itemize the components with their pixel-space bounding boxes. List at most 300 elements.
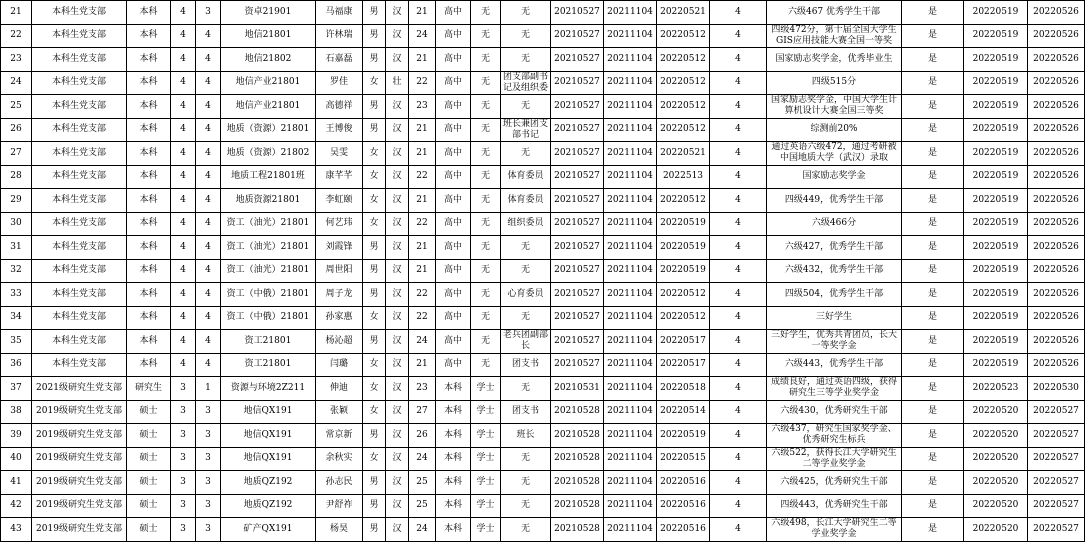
cell-date-review: 20220520 xyxy=(964,447,1028,471)
cell-branch: 本科生党支部 xyxy=(32,1,127,25)
cell-date-approve: 20220526 xyxy=(1028,212,1085,236)
cell-col-years: 4 xyxy=(171,71,196,95)
cell-col-years: 4 xyxy=(171,24,196,48)
cell-position: 无 xyxy=(501,306,551,330)
cell-degree: 本科 xyxy=(127,212,171,236)
cell-remarks: 六级467 优秀学生干部 xyxy=(767,1,902,25)
cell-date-candidate: 20220514 xyxy=(657,400,710,424)
cell-col-years: 4 xyxy=(171,306,196,330)
cell-degree-title: 学士 xyxy=(471,518,501,542)
cell-age: 21 xyxy=(409,142,436,166)
cell-col-years: 3 xyxy=(171,494,196,518)
cell-ethnicity: 汉 xyxy=(386,1,409,25)
cell-date-activist: 20211104 xyxy=(604,353,657,377)
cell-row-index: 43 xyxy=(1,518,32,542)
cell-position: 无 xyxy=(501,48,551,72)
cell-col-years: 4 xyxy=(171,212,196,236)
cell-student-name: 吴雯 xyxy=(316,142,363,166)
cell-gender: 男 xyxy=(363,518,386,542)
cell-degree: 本科 xyxy=(127,1,171,25)
cell-date-candidate: 20220519 xyxy=(657,259,710,283)
cell-degree: 本科 xyxy=(127,71,171,95)
cell-date-candidate: 20220519 xyxy=(657,236,710,260)
cell-gender: 女 xyxy=(363,400,386,424)
cell-date-review: 20220519 xyxy=(964,95,1028,119)
cell-col-years: 3 xyxy=(171,400,196,424)
cell-degree-title: 无 xyxy=(471,165,501,189)
cell-row-index: 24 xyxy=(1,71,32,95)
cell-class-name: 地信QX191 xyxy=(221,400,316,424)
cell-row-index: 36 xyxy=(1,353,32,377)
cell-gender: 女 xyxy=(363,212,386,236)
cell-education: 本科 xyxy=(436,377,471,401)
cell-col-count: 4 xyxy=(710,48,767,72)
cell-degree-title: 无 xyxy=(471,1,501,25)
cell-date-approve: 20220526 xyxy=(1028,353,1085,377)
cell-date-approve: 20220526 xyxy=(1028,24,1085,48)
cell-row-index: 37 xyxy=(1,377,32,401)
cell-gender: 男 xyxy=(363,236,386,260)
cell-status: 是 xyxy=(902,330,964,354)
cell-branch: 2019级研究生党支部 xyxy=(32,400,127,424)
cell-remarks: 六级498，长江大学研究生二等学业奖学金 xyxy=(767,518,902,542)
cell-ethnicity: 汉 xyxy=(386,400,409,424)
cell-date-activist: 20211104 xyxy=(604,71,657,95)
cell-col-level: 3 xyxy=(196,400,221,424)
cell-row-index: 31 xyxy=(1,236,32,260)
cell-date-approve: 20220527 xyxy=(1028,447,1085,471)
cell-class-name: 地信QX191 xyxy=(221,424,316,448)
cell-student-name: 孙志民 xyxy=(316,471,363,495)
cell-position: 无 xyxy=(501,236,551,260)
cell-degree-title: 无 xyxy=(471,142,501,166)
cell-branch: 本科生党支部 xyxy=(32,118,127,142)
cell-ethnicity: 汉 xyxy=(386,330,409,354)
cell-branch: 2019级研究生党支部 xyxy=(32,518,127,542)
cell-col-years: 3 xyxy=(171,518,196,542)
cell-position: 无 xyxy=(501,95,551,119)
cell-date-approve: 20220526 xyxy=(1028,236,1085,260)
cell-remarks: 六级430，优秀研究生干部 xyxy=(767,400,902,424)
cell-degree: 本科 xyxy=(127,48,171,72)
cell-branch: 本科生党支部 xyxy=(32,24,127,48)
cell-age: 24 xyxy=(409,24,436,48)
cell-age: 21 xyxy=(409,259,436,283)
cell-student-name: 王博俊 xyxy=(316,118,363,142)
cell-col-level: 4 xyxy=(196,189,221,213)
cell-position: 组织委员 xyxy=(501,212,551,236)
cell-row-index: 28 xyxy=(1,165,32,189)
cell-date-applied: 20210528 xyxy=(551,424,604,448)
cell-col-level: 4 xyxy=(196,118,221,142)
cell-degree: 本科 xyxy=(127,330,171,354)
cell-remarks: 三好学生 xyxy=(767,306,902,330)
cell-col-count: 4 xyxy=(710,212,767,236)
cell-col-level: 1 xyxy=(196,377,221,401)
cell-education: 高中 xyxy=(436,165,471,189)
cell-col-count: 4 xyxy=(710,518,767,542)
cell-class-name: 地信21801 xyxy=(221,24,316,48)
cell-education: 本科 xyxy=(436,494,471,518)
cell-date-applied: 20210528 xyxy=(551,471,604,495)
cell-student-name: 孙家惠 xyxy=(316,306,363,330)
cell-student-name: 罗佳 xyxy=(316,71,363,95)
table-body xyxy=(1,1,1085,542)
cell-remarks: 成绩良好，通过英语四级，获得研究生三等学业奖学金 xyxy=(767,377,902,401)
cell-date-candidate: 20220512 xyxy=(657,24,710,48)
cell-education: 高中 xyxy=(436,1,471,25)
cell-degree-title: 学士 xyxy=(471,494,501,518)
cell-class-name: 资工（油光）21801 xyxy=(221,236,316,260)
cell-gender: 男 xyxy=(363,471,386,495)
cell-degree-title: 学士 xyxy=(471,424,501,448)
cell-row-index: 25 xyxy=(1,95,32,119)
cell-age: 26 xyxy=(409,424,436,448)
cell-branch: 2019级研究生党支部 xyxy=(32,447,127,471)
cell-status: 是 xyxy=(902,189,964,213)
cell-position: 团支书 xyxy=(501,353,551,377)
cell-branch: 本科生党支部 xyxy=(32,95,127,119)
cell-status: 是 xyxy=(902,424,964,448)
cell-date-approve: 20220527 xyxy=(1028,518,1085,542)
cell-ethnicity: 汉 xyxy=(386,212,409,236)
cell-degree-title: 无 xyxy=(471,236,501,260)
cell-branch: 本科生党支部 xyxy=(32,165,127,189)
cell-date-activist: 20211104 xyxy=(604,236,657,260)
cell-degree: 本科 xyxy=(127,353,171,377)
cell-status: 是 xyxy=(902,71,964,95)
table-row xyxy=(1,1,1085,25)
cell-date-approve: 20220526 xyxy=(1028,1,1085,25)
cell-date-candidate: 20220512 xyxy=(657,95,710,119)
cell-gender: 男 xyxy=(363,95,386,119)
cell-age: 27 xyxy=(409,400,436,424)
cell-remarks: 六级425，优秀研究生干部 xyxy=(767,471,902,495)
cell-remarks: 综测前20% xyxy=(767,118,902,142)
cell-date-candidate: 20220519 xyxy=(657,424,710,448)
table-row xyxy=(1,48,1085,72)
cell-row-index: 41 xyxy=(1,471,32,495)
cell-class-name: 地信QX191 xyxy=(221,447,316,471)
cell-ethnicity: 汉 xyxy=(386,283,409,307)
cell-status: 是 xyxy=(902,212,964,236)
cell-branch: 本科生党支部 xyxy=(32,212,127,236)
cell-col-count: 4 xyxy=(710,95,767,119)
cell-date-approve: 20220526 xyxy=(1028,283,1085,307)
cell-gender: 女 xyxy=(363,447,386,471)
cell-ethnicity: 汉 xyxy=(386,95,409,119)
cell-student-name: 杨沁超 xyxy=(316,330,363,354)
cell-status: 是 xyxy=(902,48,964,72)
cell-degree: 本科 xyxy=(127,118,171,142)
cell-col-count: 4 xyxy=(710,447,767,471)
cell-education: 高中 xyxy=(436,259,471,283)
cell-col-years: 3 xyxy=(171,471,196,495)
cell-date-applied: 20210527 xyxy=(551,306,604,330)
cell-date-review: 20220523 xyxy=(964,377,1028,401)
cell-student-name: 周子龙 xyxy=(316,283,363,307)
cell-col-level: 3 xyxy=(196,424,221,448)
cell-degree-title: 无 xyxy=(471,24,501,48)
cell-ethnicity: 壮 xyxy=(386,71,409,95)
cell-col-level: 4 xyxy=(196,306,221,330)
cell-gender: 女 xyxy=(363,142,386,166)
cell-degree: 本科 xyxy=(127,306,171,330)
cell-date-approve: 20220526 xyxy=(1028,48,1085,72)
cell-col-years: 3 xyxy=(171,377,196,401)
cell-status: 是 xyxy=(902,494,964,518)
cell-date-candidate: 2022513 xyxy=(657,165,710,189)
cell-branch: 本科生党支部 xyxy=(32,353,127,377)
cell-date-activist: 20211104 xyxy=(604,424,657,448)
cell-position: 体育委员 xyxy=(501,189,551,213)
cell-ethnicity: 汉 xyxy=(386,306,409,330)
cell-col-level: 4 xyxy=(196,259,221,283)
cell-degree-title: 无 xyxy=(471,330,501,354)
cell-class-name: 资源与环境2Z211 xyxy=(221,377,316,401)
cell-date-applied: 20210527 xyxy=(551,142,604,166)
cell-remarks: 四级515分 xyxy=(767,71,902,95)
cell-col-years: 4 xyxy=(171,165,196,189)
cell-education: 本科 xyxy=(436,447,471,471)
cell-col-level: 3 xyxy=(196,518,221,542)
cell-date-applied: 20210527 xyxy=(551,24,604,48)
cell-col-years: 4 xyxy=(171,48,196,72)
cell-col-years: 4 xyxy=(171,236,196,260)
cell-col-years: 4 xyxy=(171,283,196,307)
cell-degree-title: 无 xyxy=(471,95,501,119)
cell-date-applied: 20210527 xyxy=(551,259,604,283)
table-row xyxy=(1,447,1085,471)
cell-gender: 男 xyxy=(363,330,386,354)
cell-degree: 硕士 xyxy=(127,424,171,448)
cell-degree-title: 无 xyxy=(471,71,501,95)
cell-col-level: 4 xyxy=(196,24,221,48)
table-row xyxy=(1,24,1085,48)
cell-class-name: 地信产业21801 xyxy=(221,71,316,95)
cell-date-activist: 20211104 xyxy=(604,1,657,25)
cell-class-name: 矿产QX191 xyxy=(221,518,316,542)
cell-date-activist: 20211104 xyxy=(604,259,657,283)
cell-status: 是 xyxy=(902,142,964,166)
cell-age: 22 xyxy=(409,71,436,95)
cell-date-approve: 20220526 xyxy=(1028,330,1085,354)
cell-degree-title: 无 xyxy=(471,259,501,283)
cell-student-name: 何艺玮 xyxy=(316,212,363,236)
cell-gender: 男 xyxy=(363,283,386,307)
cell-row-index: 32 xyxy=(1,259,32,283)
cell-education: 本科 xyxy=(436,424,471,448)
cell-age: 22 xyxy=(409,283,436,307)
table-row xyxy=(1,212,1085,236)
cell-branch: 本科生党支部 xyxy=(32,330,127,354)
cell-remarks: 六级437，研究生国家奖学金、优秀研究生标兵 xyxy=(767,424,902,448)
cell-date-candidate: 20220516 xyxy=(657,494,710,518)
cell-degree: 本科 xyxy=(127,236,171,260)
cell-date-review: 20220519 xyxy=(964,71,1028,95)
cell-col-level: 3 xyxy=(196,471,221,495)
cell-date-review: 20220520 xyxy=(964,471,1028,495)
cell-remarks: 三好学生，优秀共青团员，长大一等奖学金 xyxy=(767,330,902,354)
cell-ethnicity: 汉 xyxy=(386,142,409,166)
cell-col-count: 4 xyxy=(710,142,767,166)
cell-date-approve: 20220527 xyxy=(1028,471,1085,495)
cell-status: 是 xyxy=(902,377,964,401)
cell-col-count: 4 xyxy=(710,1,767,25)
cell-col-level: 4 xyxy=(196,165,221,189)
cell-col-count: 4 xyxy=(710,353,767,377)
cell-education: 高中 xyxy=(436,48,471,72)
cell-gender: 男 xyxy=(363,1,386,25)
cell-date-applied: 20210527 xyxy=(551,236,604,260)
cell-position: 无 xyxy=(501,518,551,542)
cell-age: 21 xyxy=(409,189,436,213)
cell-degree: 本科 xyxy=(127,142,171,166)
cell-position: 团支书 xyxy=(501,400,551,424)
cell-degree: 硕士 xyxy=(127,471,171,495)
cell-remarks: 六级522，获得长江大学研究生二等学业奖学金 xyxy=(767,447,902,471)
cell-age: 22 xyxy=(409,212,436,236)
cell-row-index: 42 xyxy=(1,494,32,518)
cell-branch: 本科生党支部 xyxy=(32,283,127,307)
cell-ethnicity: 汉 xyxy=(386,48,409,72)
cell-date-activist: 20211104 xyxy=(604,24,657,48)
cell-row-index: 35 xyxy=(1,330,32,354)
cell-age: 21 xyxy=(409,118,436,142)
cell-date-candidate: 20220512 xyxy=(657,71,710,95)
cell-class-name: 资工（油光）21801 xyxy=(221,212,316,236)
cell-class-name: 地质QZ192 xyxy=(221,471,316,495)
cell-degree-title: 学士 xyxy=(471,447,501,471)
cell-branch: 本科生党支部 xyxy=(32,48,127,72)
cell-col-years: 3 xyxy=(171,424,196,448)
cell-date-approve: 20220526 xyxy=(1028,165,1085,189)
cell-ethnicity: 汉 xyxy=(386,377,409,401)
cell-age: 25 xyxy=(409,494,436,518)
cell-age: 24 xyxy=(409,447,436,471)
cell-date-activist: 20211104 xyxy=(604,400,657,424)
cell-col-level: 3 xyxy=(196,1,221,25)
cell-position: 无 xyxy=(501,24,551,48)
cell-student-name: 许林瑞 xyxy=(316,24,363,48)
cell-status: 是 xyxy=(902,518,964,542)
cell-position: 无 xyxy=(501,494,551,518)
table-row xyxy=(1,259,1085,283)
cell-remarks: 四级472分，第十届全国大学生GIS应用技能大赛全国一等奖 xyxy=(767,24,902,48)
cell-status: 是 xyxy=(902,471,964,495)
cell-class-name: 资工（中俄）21801 xyxy=(221,306,316,330)
cell-ethnicity: 汉 xyxy=(386,447,409,471)
cell-col-level: 4 xyxy=(196,142,221,166)
table-row xyxy=(1,142,1085,166)
cell-row-index: 40 xyxy=(1,447,32,471)
cell-student-name: 杨昊 xyxy=(316,518,363,542)
cell-position: 无 xyxy=(501,447,551,471)
cell-ethnicity: 汉 xyxy=(386,353,409,377)
cell-class-name: 地质资源21801 xyxy=(221,189,316,213)
cell-col-count: 4 xyxy=(710,236,767,260)
cell-education: 高中 xyxy=(436,306,471,330)
cell-gender: 男 xyxy=(363,24,386,48)
cell-education: 高中 xyxy=(436,236,471,260)
cell-age: 25 xyxy=(409,471,436,495)
cell-ethnicity: 汉 xyxy=(386,424,409,448)
cell-date-activist: 20211104 xyxy=(604,48,657,72)
cell-gender: 女 xyxy=(363,165,386,189)
cell-gender: 女 xyxy=(363,377,386,401)
cell-date-review: 20220519 xyxy=(964,236,1028,260)
cell-degree-title: 无 xyxy=(471,283,501,307)
cell-degree-title: 无 xyxy=(471,353,501,377)
cell-col-years: 3 xyxy=(171,447,196,471)
cell-remarks: 六级466分 xyxy=(767,212,902,236)
cell-class-name: 地质（资源）21801 xyxy=(221,118,316,142)
cell-education: 本科 xyxy=(436,471,471,495)
cell-student-name: 余秋实 xyxy=(316,447,363,471)
cell-position: 无 xyxy=(501,259,551,283)
cell-date-activist: 20211104 xyxy=(604,95,657,119)
cell-date-applied: 20210527 xyxy=(551,95,604,119)
cell-date-activist: 20211104 xyxy=(604,118,657,142)
cell-date-activist: 20211104 xyxy=(604,330,657,354)
cell-col-level: 4 xyxy=(196,71,221,95)
cell-status: 是 xyxy=(902,400,964,424)
cell-education: 高中 xyxy=(436,330,471,354)
cell-position: 团支部副书记及组织委 xyxy=(501,71,551,95)
cell-date-approve: 20220527 xyxy=(1028,494,1085,518)
cell-date-candidate: 20220517 xyxy=(657,353,710,377)
cell-col-years: 4 xyxy=(171,330,196,354)
cell-row-index: 26 xyxy=(1,118,32,142)
cell-education: 高中 xyxy=(436,212,471,236)
table-row xyxy=(1,330,1085,354)
cell-col-count: 4 xyxy=(710,377,767,401)
cell-remarks: 国家励志奖学金，优秀毕业生 xyxy=(767,48,902,72)
cell-degree: 本科 xyxy=(127,95,171,119)
cell-ethnicity: 汉 xyxy=(386,471,409,495)
cell-student-name: 周世阳 xyxy=(316,259,363,283)
cell-date-applied: 20210527 xyxy=(551,118,604,142)
cell-col-years: 4 xyxy=(171,353,196,377)
cell-remarks: 国家励志奖学金 xyxy=(767,165,902,189)
cell-row-index: 27 xyxy=(1,142,32,166)
cell-col-count: 4 xyxy=(710,71,767,95)
cell-degree-title: 无 xyxy=(471,306,501,330)
cell-ethnicity: 汉 xyxy=(386,24,409,48)
cell-student-name: 尹舒祚 xyxy=(316,494,363,518)
cell-student-name: 张颖 xyxy=(316,400,363,424)
cell-degree-title: 学士 xyxy=(471,377,501,401)
cell-date-review: 20220519 xyxy=(964,330,1028,354)
cell-date-review: 20220519 xyxy=(964,189,1028,213)
cell-row-index: 38 xyxy=(1,400,32,424)
cell-date-candidate: 20220512 xyxy=(657,48,710,72)
cell-date-applied: 20210527 xyxy=(551,71,604,95)
cell-age: 21 xyxy=(409,236,436,260)
cell-col-count: 4 xyxy=(710,400,767,424)
cell-position: 无 xyxy=(501,471,551,495)
cell-age: 21 xyxy=(409,353,436,377)
cell-class-name: 地信21802 xyxy=(221,48,316,72)
cell-date-candidate: 20220512 xyxy=(657,189,710,213)
cell-gender: 男 xyxy=(363,118,386,142)
cell-date-activist: 20211104 xyxy=(604,377,657,401)
cell-date-applied: 20210527 xyxy=(551,1,604,25)
cell-col-count: 4 xyxy=(710,24,767,48)
cell-student-name: 伸迪 xyxy=(316,377,363,401)
cell-student-name: 李虹颐 xyxy=(316,189,363,213)
cell-col-years: 4 xyxy=(171,118,196,142)
